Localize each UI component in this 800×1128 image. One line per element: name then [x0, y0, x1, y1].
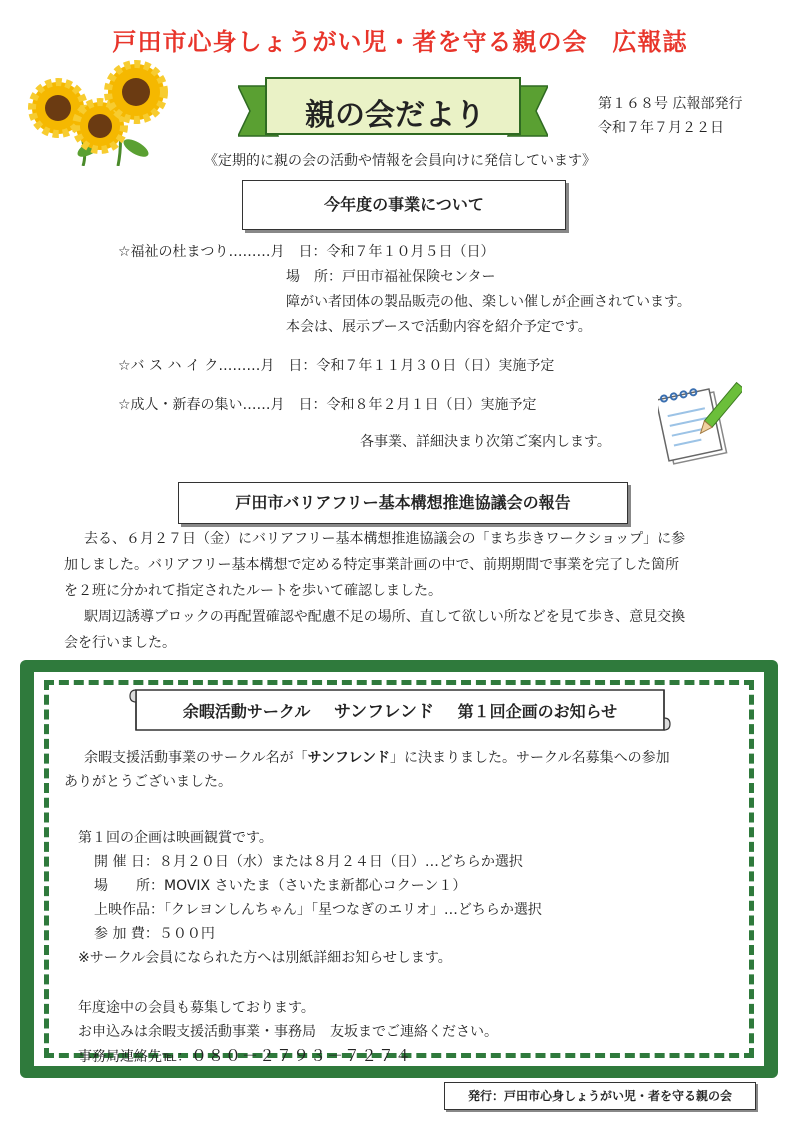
recruit-line: 年度途中の会員も募集しております。 [78, 1000, 315, 1016]
publisher-footer: 発行：戸田市心身しょうがい児・者を守る親の会 [444, 1082, 756, 1110]
intro-line1-b: 」に決まりました。サークル名募集への参加 [389, 750, 670, 766]
title-suffix: 第１回企画のお知らせ [457, 702, 618, 721]
report-p1-line3: を２班に分かれて指定されたルートを歩いて確認しました。 [64, 583, 442, 599]
tagline: 《定期的に親の会の活動や情報を会員向けに発信しています》 [204, 153, 596, 169]
report-p2-line2: 会を行いました。 [64, 635, 176, 651]
event-fukushi-booth: 本会は、展示ブースで活動内容を紹介予定です。 [286, 319, 592, 335]
event-new-year: ☆成人・新春の集い……月 日：令和８年２月１日（日）実施予定 [118, 397, 537, 413]
contact-info [78, 996, 498, 1069]
contact-line [78, 1044, 498, 1069]
circle-intro [64, 746, 734, 794]
contact-label: 事務局連絡先℡： [78, 1049, 192, 1065]
title-prefix: 余暇活動サークル [182, 702, 311, 721]
event-fukushi-desc: 障がい者団体の製品販売の他、楽しい催しが企画されています。 [286, 294, 691, 310]
intro-circle-name: サンフレンド [307, 750, 390, 766]
masthead-title: 戸田市心身しょうがい児・者を守る親の会 広報誌 [112, 28, 688, 56]
title-circle-name: サンフレンド [333, 702, 435, 722]
intro-line2: ありがとうございました。 [64, 774, 232, 790]
detail-movies: 上映作品：「クレヨンしんちゃん」「星つなぎのエリオ」…どちらか選択 [94, 902, 542, 918]
newsletter-title: 親の会だより [305, 98, 485, 133]
notepad-pencil-icon [658, 374, 742, 466]
section-title-annual-events: 今年度の事業について [242, 180, 566, 230]
report-p1-line2: 加しました。バリアフリー基本構想で定める特定事業計画の中で、前期期間で事業を完了した箇所 [64, 557, 680, 573]
section-title-sunfriend [128, 697, 672, 722]
event-fukushi-place: 場 所：戸田市福祉保険センター [286, 269, 496, 285]
barrier-free-report [64, 526, 754, 656]
detail-date: 開 催 日：８月２０日（水）または８月２４日（日）…どちらか選択 [94, 854, 523, 870]
report-p2-line1: 駅周辺誘導ブロックの再配置確認や配慮不足の場所、直して欲しい所などを見て歩き、意見交換 [84, 609, 686, 625]
detail-note: ※サークル会員になられた方へは別紙詳細お知らせします。 [78, 950, 452, 966]
plan-line: 第１回の企画は映画観賞です。 [78, 830, 273, 846]
events-closing-note: 各事業、詳細決まり次第ご案内します。 [360, 434, 611, 450]
report-p1-line1: 去る、６月２７日（金）にバリアフリー基本構想推進協議会の「まち歩きワークショップ」に参 [84, 531, 686, 547]
intro-line1 [64, 746, 734, 770]
events-list [118, 240, 691, 455]
intro-line1-a: 余暇支援活動事業のサークル名が「 [84, 750, 308, 766]
issue-info [598, 92, 742, 140]
issue-number: 第１６８号 広報部発行 [598, 96, 743, 112]
event-fukushi-date: ☆福祉の杜まつり………月 日：令和７年１０月５日（日） [118, 244, 495, 260]
apply-line: お申込みは余暇支援活動事業・事務局 友坂までご連絡ください。 [78, 1024, 498, 1040]
detail-fee: 参 加 費：５００円 [94, 926, 215, 942]
section-title-barrier-free: 戸田市バリアフリー基本構想推進協議会の報告 [178, 482, 628, 524]
event-bus-hike: ☆バ ス ハ イ ク………月 日：令和７年１１月３０日（日）実施予定 [118, 358, 555, 374]
contact-phone: ０８０－２７９３－７２７４ [191, 1046, 413, 1065]
issue-date: 令和７年７月２２日 [598, 120, 724, 136]
event-details [78, 826, 542, 970]
detail-place: 場 所：MOVIX さいたま（さいたま新都心コクーン１） [94, 878, 467, 894]
